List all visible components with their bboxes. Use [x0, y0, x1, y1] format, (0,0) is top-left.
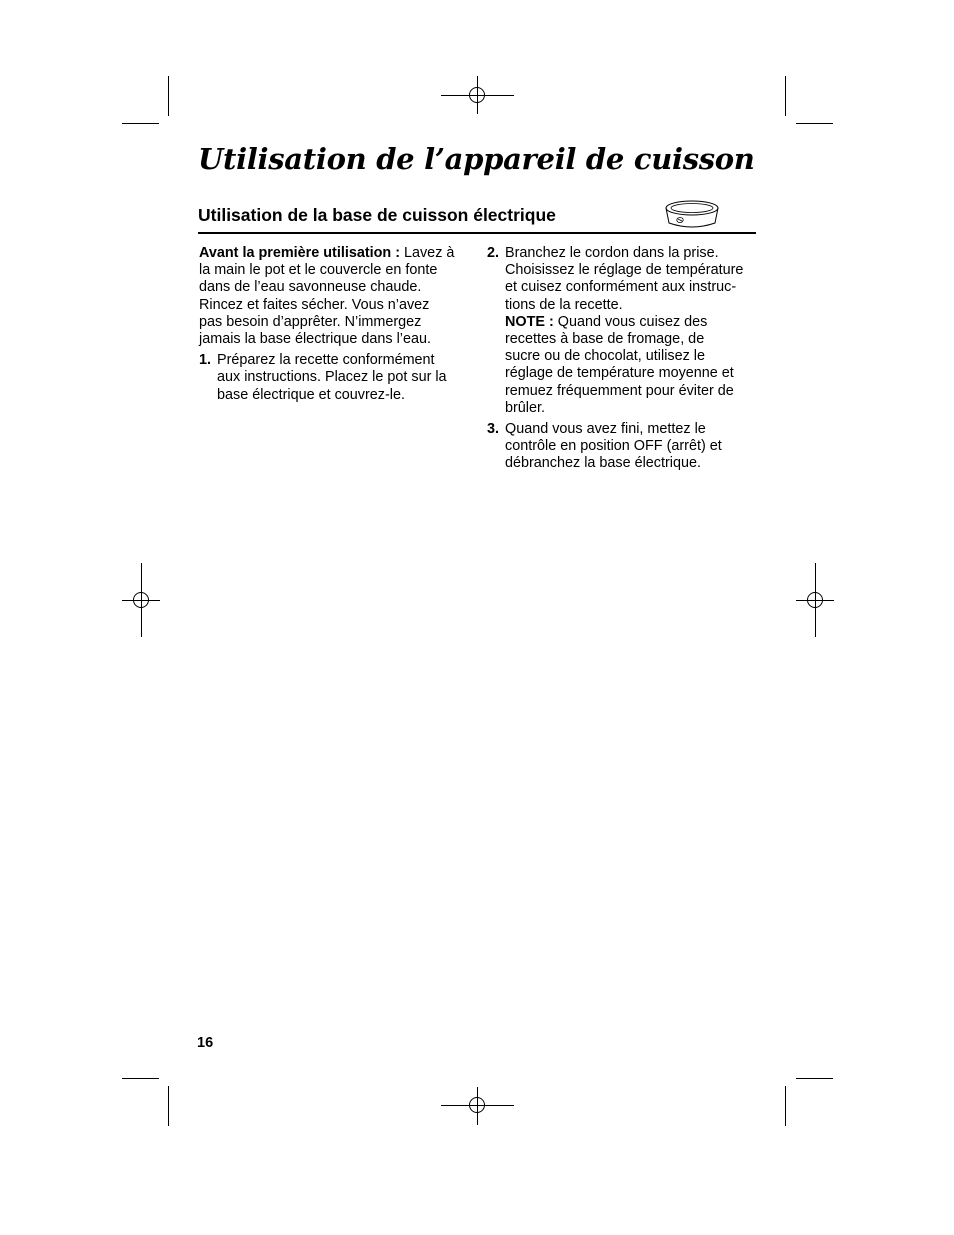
crop-mark — [796, 123, 833, 124]
right-column — [487, 245, 762, 473]
crop-mark — [785, 76, 786, 116]
step-text: Quand vous avez fini, mettez le — [505, 421, 706, 438]
intro-text: la main le pot et le couvercle en fonte — [199, 262, 438, 279]
section-title: Utilisation de la base de cuisson électrique — [198, 205, 556, 225]
note-text: sucre ou de chocolat, utilisez le — [505, 348, 705, 365]
crop-mark — [796, 1078, 833, 1079]
page-title: Utilisation de l’appareil de cuisson — [198, 142, 755, 176]
step-2 — [487, 245, 762, 417]
note-text: recettes à base de fromage, de — [505, 331, 705, 348]
note-text: réglage de température moyenne et — [505, 365, 734, 382]
step-text: Choisissez le réglage de température — [505, 262, 744, 279]
note-text: remuez fréquemment pour éviter de — [505, 382, 734, 399]
section-header — [198, 204, 756, 234]
note-text: Quand vous cuisez des — [557, 313, 708, 330]
intro-text: Rincez et faites sécher. Vous n’avez — [199, 296, 430, 313]
step-text: contrôle en position OFF (arrêt) et — [505, 438, 722, 455]
step-number: 3. — [487, 421, 500, 438]
crop-mark — [168, 1086, 169, 1126]
crop-mark — [168, 76, 169, 116]
intro-text: pas besoin d’apprêter. N’immergez — [199, 313, 422, 330]
step-text: Branchez le cordon dans la prise. — [505, 245, 719, 261]
step-number: 1. — [199, 352, 212, 369]
crop-mark — [122, 123, 159, 124]
intro-text: dans de l’eau savonneuse chaude. — [199, 279, 422, 296]
intro-text: jamais la base électrique dans l’eau. — [199, 331, 431, 348]
step-text: Préparez la recette conformément — [217, 352, 435, 369]
crop-mark — [785, 1086, 786, 1126]
step-number: 2. — [487, 245, 500, 261]
page-number: 16 — [197, 1035, 214, 1051]
step-3 — [487, 421, 762, 473]
step-text: tions de la recette. — [505, 296, 623, 313]
left-column — [199, 245, 474, 404]
cooking-base-icon — [664, 198, 724, 232]
crop-mark — [122, 1078, 159, 1079]
step-text: aux instructions. Placez le pot sur la — [217, 369, 447, 386]
step-text: débranchez la base électrique. — [505, 455, 702, 472]
note-label: NOTE : — [505, 313, 554, 330]
intro-text: Lavez à — [403, 245, 455, 261]
intro-label: Avant la première utilisation : — [199, 245, 400, 261]
step-text: base électrique et couvrez-le. — [217, 386, 405, 403]
note-text: brûler. — [505, 399, 545, 416]
step-1 — [199, 352, 474, 404]
intro-paragraph — [199, 245, 474, 348]
step-text: et cuisez conformément aux instruc- — [505, 279, 737, 296]
